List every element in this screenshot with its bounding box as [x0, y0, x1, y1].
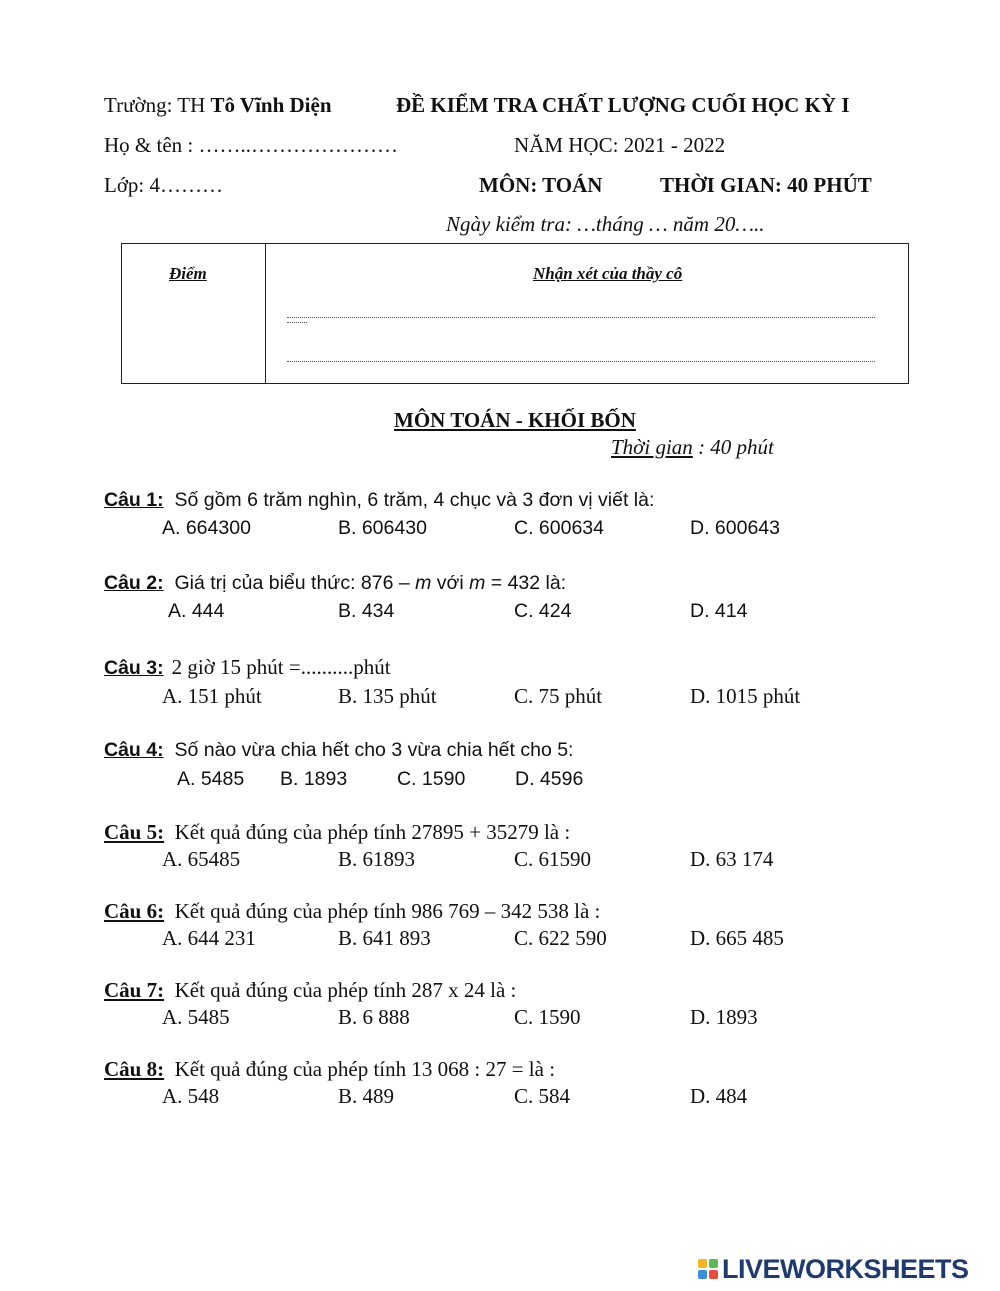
school-line — [104, 93, 332, 118]
logo-text: LIVEWORKSHEETS — [722, 1253, 969, 1284]
question-text: Số nào vừa chia hết cho 3 vừa chia hết cho 5: — [174, 739, 574, 761]
question-text-b: với — [431, 572, 470, 594]
question-label: Câu 2: — [104, 572, 164, 594]
option-d[interactable]: D. 414 — [690, 600, 748, 622]
option-b[interactable]: B. 1893 — [280, 768, 348, 790]
option-d[interactable]: D. 63 174 — [690, 847, 774, 871]
liveworksheets-logo — [698, 1254, 969, 1284]
question-label: Câu 8: — [104, 1057, 165, 1081]
exam-title: ĐỀ KIỂM TRA CHẤT LƯỢNG CUỐI HỌC KỲ I — [396, 93, 850, 117]
school-name: Tô Vĩnh Diện — [210, 93, 332, 117]
option-c[interactable]: C. 61590 — [514, 847, 592, 871]
option-d[interactable]: D. 665 485 — [690, 926, 784, 950]
question-8 — [104, 1057, 555, 1082]
variable-m: m — [469, 572, 486, 594]
school-year: NĂM HỌC: 2021 - 2022 — [514, 133, 726, 157]
option-a[interactable]: A. 65485 — [162, 847, 241, 871]
question-label: Câu 4: — [104, 739, 164, 761]
option-c[interactable]: C. 584 — [514, 1084, 571, 1108]
score-comment-table — [121, 243, 909, 384]
option-a[interactable]: A. 5485 — [162, 1005, 230, 1029]
option-d[interactable]: D. 4596 — [515, 768, 584, 790]
comment-line-1[interactable] — [287, 317, 875, 318]
option-a[interactable]: A. 151 phút — [162, 684, 262, 708]
section-time — [611, 435, 774, 460]
question-label: Câu 6: — [104, 899, 165, 923]
question-text: Kết quả đúng của phép tính 27895 + 35279 là : — [174, 820, 571, 844]
question-text: 2 giờ 15 phút =..........phút — [171, 655, 391, 679]
duration-label: THỜI GIAN: 40 PHÚT — [660, 173, 872, 197]
table-divider — [265, 244, 266, 383]
question-text: Số gồm 6 trăm nghìn, 6 trăm, 4 chục và 3 đơn vị viết là: — [174, 489, 655, 511]
question-1 — [104, 489, 654, 512]
test-date: Ngày kiểm tra: …tháng … năm 20….. — [446, 212, 765, 236]
option-d[interactable]: D. 1893 — [690, 1005, 758, 1029]
option-c[interactable]: C. 1590 — [397, 768, 466, 790]
logo-block — [709, 1270, 718, 1279]
option-b[interactable]: B. 434 — [338, 600, 395, 622]
option-c[interactable]: C. 622 590 — [514, 926, 607, 950]
comment-label: Nhận xét của thầy cô — [533, 264, 683, 283]
comment-line-2[interactable] — [287, 361, 875, 362]
time-label: Thời gian — [611, 435, 693, 459]
class-field[interactable]: Lớp: 4……… — [104, 173, 224, 197]
option-b[interactable]: B. 606430 — [338, 517, 427, 539]
student-name-field[interactable]: Họ & tên : ……..………………… — [104, 133, 398, 157]
option-b[interactable]: B. 641 893 — [338, 926, 431, 950]
option-a[interactable]: A. 664300 — [162, 517, 251, 539]
question-label: Câu 5: — [104, 820, 165, 844]
question-text: Kết quả đúng của phép tính 13 068 : 27 = là : — [174, 1057, 556, 1081]
question-text: Kết quả đúng của phép tính 287 x 24 là : — [174, 978, 517, 1002]
subject-label: MÔN: TOÁN — [479, 173, 603, 197]
question-text-c: = 432 là: — [485, 572, 567, 594]
option-a[interactable]: A. 5485 — [177, 768, 245, 790]
score-label: Điểm — [169, 264, 207, 283]
logo-blocks-icon — [698, 1259, 718, 1279]
question-5 — [104, 820, 570, 845]
option-a[interactable]: A. 444 — [168, 600, 225, 622]
option-b[interactable]: B. 489 — [338, 1084, 395, 1108]
question-label: Câu 1: — [104, 489, 164, 511]
comment-line-1-tail — [287, 322, 307, 323]
variable-m: m — [415, 572, 432, 594]
question-text-a: Giá trị của biểu thức: 876 – — [174, 572, 416, 594]
option-b[interactable]: B. 6 888 — [338, 1005, 410, 1029]
question-3 — [104, 655, 391, 680]
section-title: MÔN TOÁN - KHỐI BỐN — [394, 408, 636, 432]
question-label: Câu 3: — [104, 657, 164, 679]
question-2 — [104, 572, 566, 595]
option-d[interactable]: D. 600643 — [690, 517, 780, 539]
option-b[interactable]: B. 61893 — [338, 847, 416, 871]
option-a[interactable]: A. 644 231 — [162, 926, 256, 950]
option-c[interactable]: C. 75 phút — [514, 684, 603, 708]
logo-block — [698, 1270, 707, 1279]
logo-block — [709, 1259, 718, 1268]
school-prefix: Trường: TH — [104, 93, 211, 117]
option-a[interactable]: A. 548 — [162, 1084, 220, 1108]
question-6 — [104, 899, 600, 924]
option-d[interactable]: D. 1015 phút — [690, 684, 801, 708]
logo-block — [698, 1259, 707, 1268]
time-value: : 40 phút — [692, 435, 774, 459]
option-c[interactable]: C. 600634 — [514, 517, 604, 539]
question-4 — [104, 739, 573, 762]
option-c[interactable]: C. 1590 — [514, 1005, 581, 1029]
question-7 — [104, 978, 516, 1003]
option-d[interactable]: D. 484 — [690, 1084, 748, 1108]
option-c[interactable]: C. 424 — [514, 600, 572, 622]
question-text: Kết quả đúng của phép tính 986 769 – 342 538 là : — [174, 899, 601, 923]
question-label: Câu 7: — [104, 978, 165, 1002]
option-b[interactable]: B. 135 phút — [338, 684, 437, 708]
